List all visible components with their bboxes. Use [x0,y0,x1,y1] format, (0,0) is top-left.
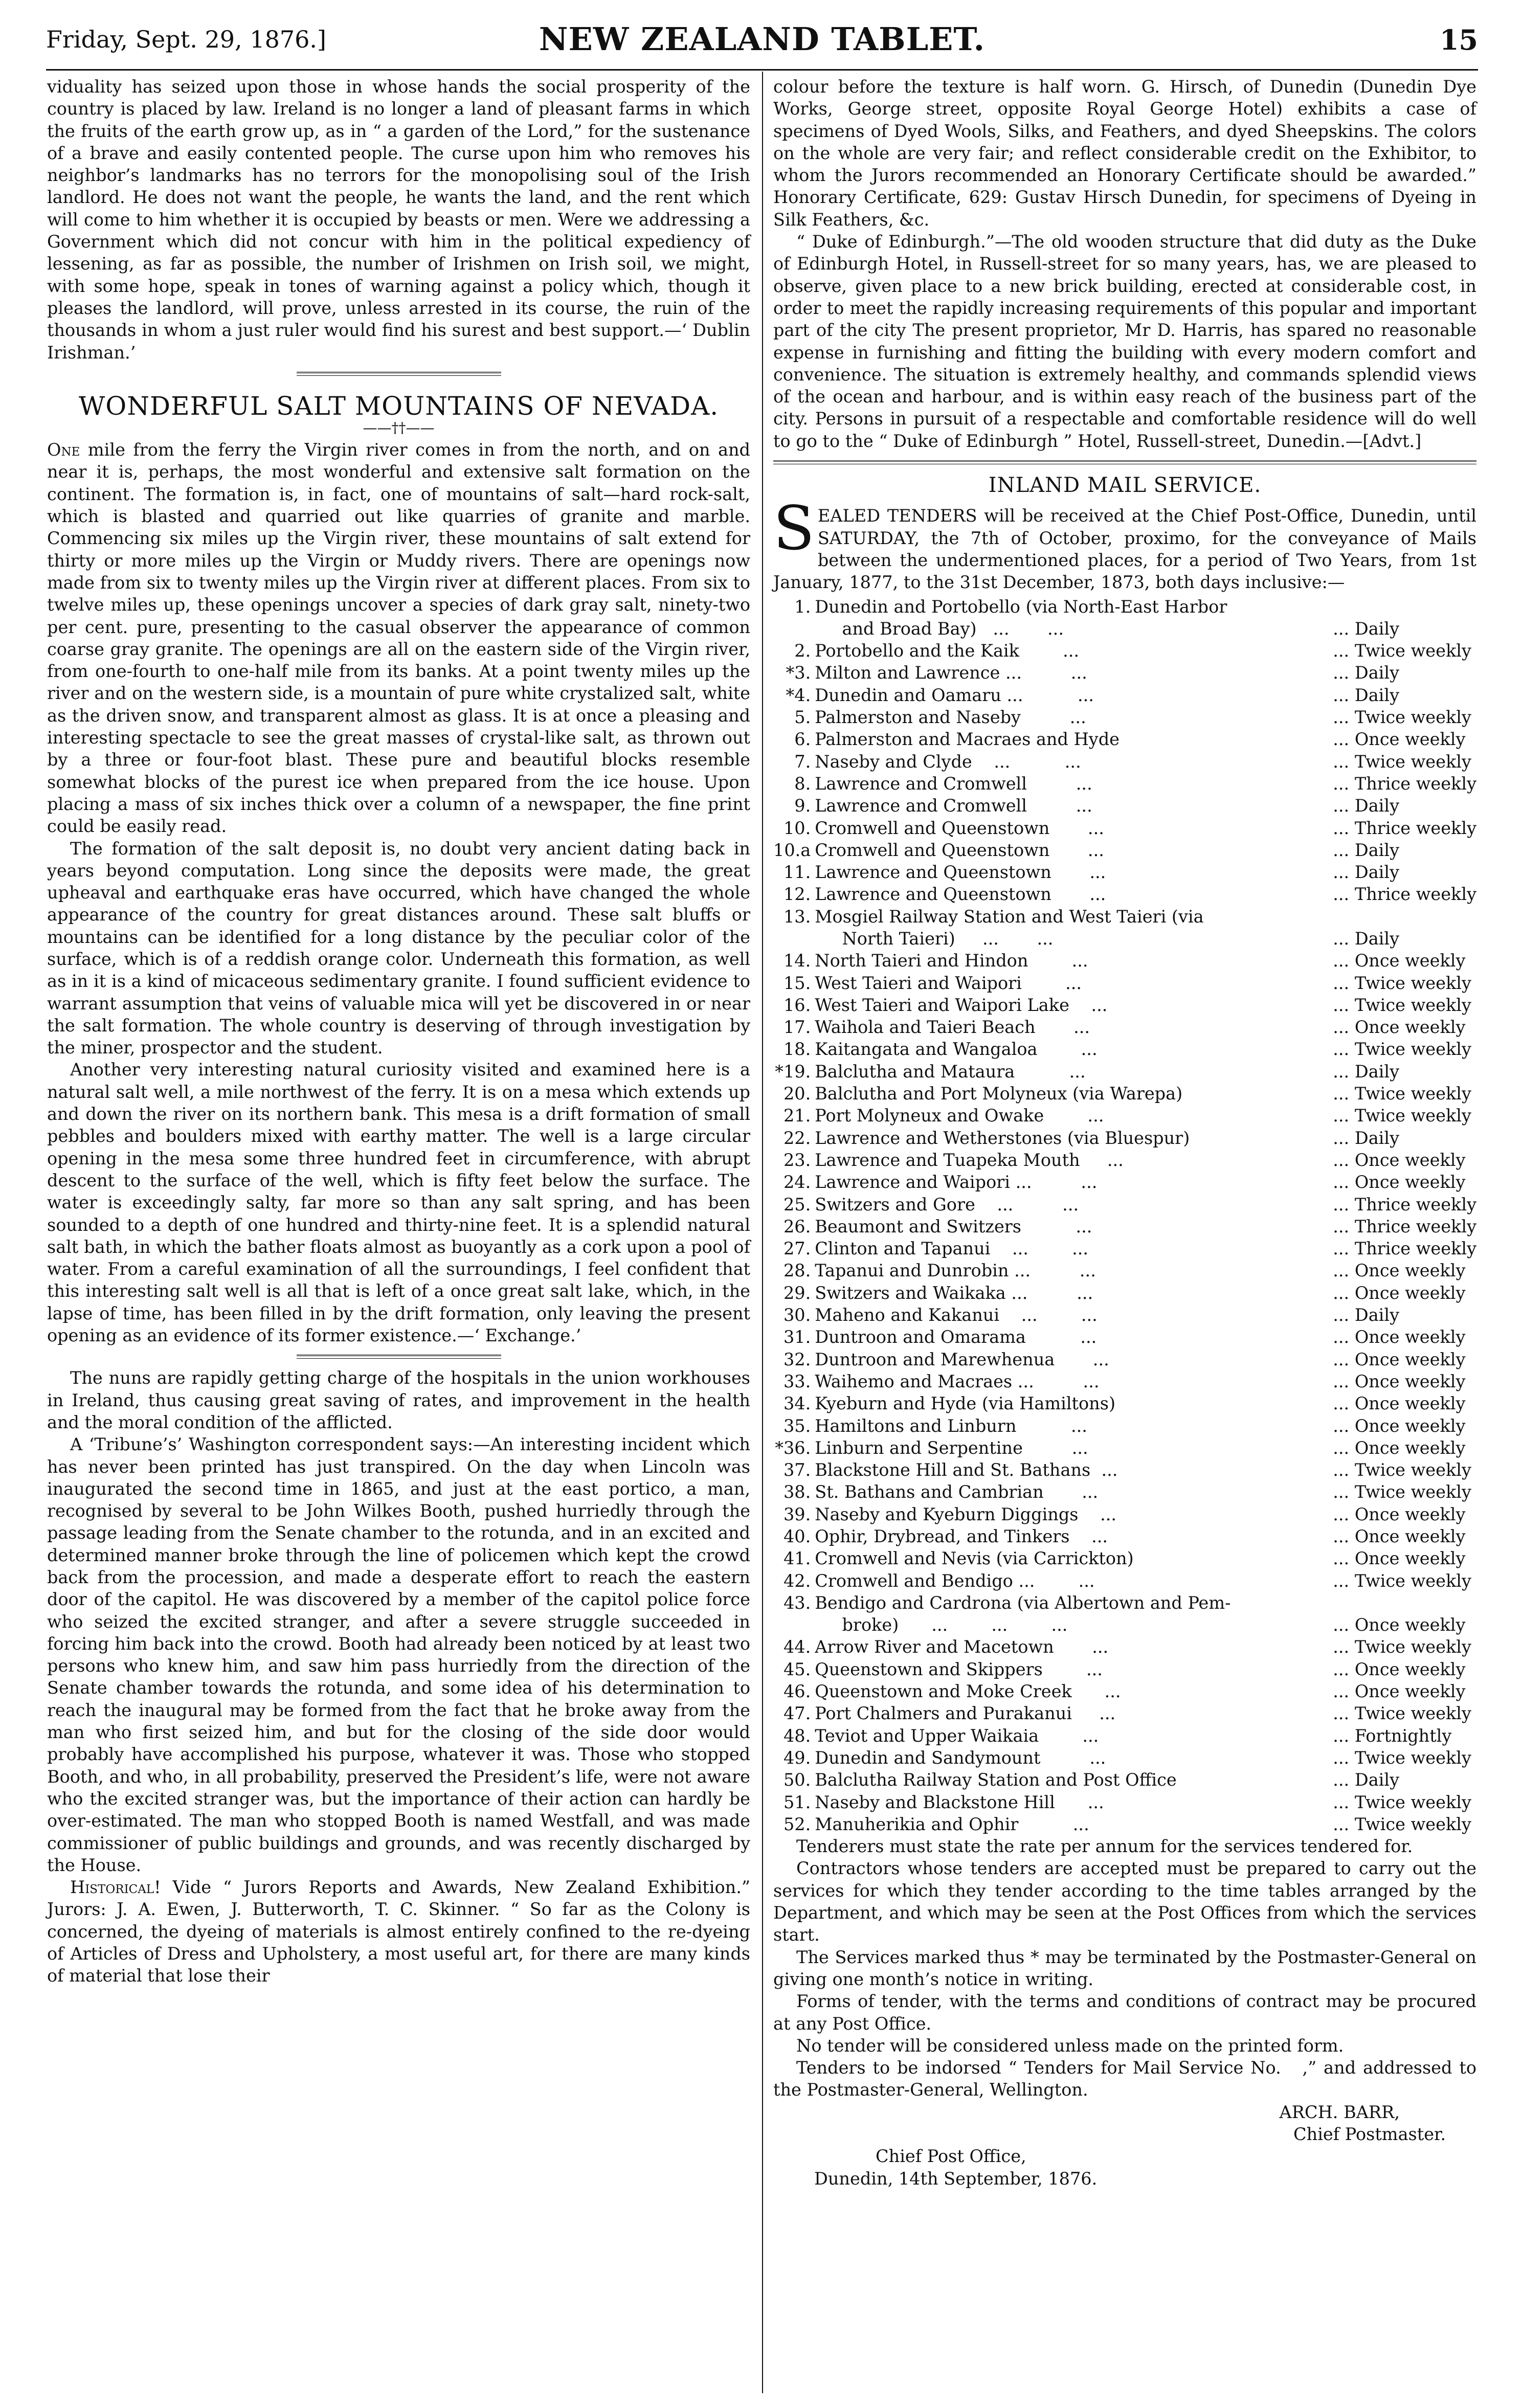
masthead-title: NEW ZEALAND TABLET. [539,20,986,58]
mail-routes-table [773,596,1476,1836]
route-frequency: ... Twice weekly [1333,1703,1471,1724]
mail-route-row [773,928,1476,950]
mail-route-row [773,1282,1476,1304]
mail-route-row [773,640,1476,662]
mail-route-row [773,1614,1476,1636]
mail-route-row [773,1105,1476,1127]
route-number: 35. [783,1415,811,1436]
route-number: 39. [783,1504,811,1524]
route-name: Cromwell and Queenstown ... [815,840,1104,860]
mail-intro [773,493,1476,593]
route-number: *19. [775,1061,811,1082]
route-frequency: ... Once weekly [1333,1393,1466,1414]
mail-route-row [773,706,1476,728]
mail-route-row [773,1725,1476,1747]
salt-mountains-heading: WONDERFUL SALT MOUNTAINS OF NEVADA. [78,391,719,421]
route-name: Switzers and Gore ... ... [815,1194,1079,1214]
mail-route-row [773,1171,1476,1193]
route-frequency: ... Twice weekly [1333,641,1471,661]
left-column [47,76,750,1987]
route-frequency [1333,596,1476,618]
route-name: broke) ... ... ... [815,1615,1068,1635]
route-name: Blackstone Hill and St. Bathans ... [815,1460,1118,1480]
column-divider [762,72,763,2393]
route-frequency: ... Daily [1333,840,1400,860]
route-number: 29. [783,1282,811,1303]
mail-route-row [773,773,1476,795]
route-frequency: ... Once weekly [1333,1017,1466,1038]
tender-note: No tender will be considered unless made on the printed form. [796,2035,1344,2056]
route-frequency: ... Daily [1333,1770,1400,1790]
route-frequency: ... Once weekly [1333,951,1466,971]
mail-route-row [773,1547,1476,1569]
route-name: Lawrence and Wetherstones (via Bluespur) [815,1128,1190,1148]
route-frequency: ... Once weekly [1333,1548,1466,1569]
route-number: 5. [794,707,811,728]
mail-route-row [773,1392,1476,1414]
mail-route-row [773,1149,1476,1171]
mail-route-row [773,1592,1476,1614]
route-frequency: ... Twice weekly [1333,1637,1471,1657]
route-number: 10.a [773,840,811,860]
route-frequency: ... Once weekly [1333,1172,1466,1192]
mail-route-row [773,751,1476,773]
route-frequency: ... Daily [1333,862,1400,883]
route-number: 7. [794,751,811,772]
route-frequency: ... Once weekly [1333,1261,1466,1281]
route-frequency: ... Daily [1333,1128,1400,1148]
route-name: Port Chalmers and Purakanui ... [815,1703,1116,1724]
route-number: 27. [783,1239,811,1259]
route-frequency: ... Once weekly [1333,1504,1466,1524]
right-column [773,76,1476,2190]
route-number: 43. [783,1592,811,1613]
route-number: 2. [794,641,811,661]
page-number: 15 [1439,24,1478,56]
route-frequency: ... Twice weekly [1333,1460,1471,1480]
section-rule [297,1355,501,1359]
route-number: *36. [775,1437,811,1458]
route-number: 16. [783,995,811,1015]
mail-route-row [773,1016,1476,1038]
route-name: Port Molyneux and Owake ... [815,1106,1104,1126]
mail-route-row [773,1702,1476,1724]
mail-route-row [773,684,1476,706]
route-name: Teviot and Upper Waikaia ... [815,1725,1099,1746]
route-frequency: ... Once weekly [1333,1526,1466,1546]
route-name: West Taieri and Waipori Lake ... [815,995,1108,1015]
route-frequency: ... Daily [1333,1305,1400,1325]
route-number: 38. [783,1482,811,1502]
route-name: North Taieri and Hindon ... [815,951,1088,971]
salt-paragraph-2: The formation of the salt deposit is, no doubt very ancient dating back in years beyond computation. Long since the deposits were made, the great upheaval and earthquake eras have occurred, which have changed the whole appearance of the country for great distances around. These salt bluffs or mountains can be identified for a long distance by the peculiar color of the surface, which is of a reddish orange color. Underneath this formation, as well as in it is a kind of micaceous sedimentary granite. I found sufficient evidence to warrant assumption that veins of valuable mica will yet be discovered in or near the salt formation. The whole country is deserving of through investigation by the miner, prospector and the student. [47,838,750,1058]
mail-route-row [773,1658,1476,1680]
route-name: Arrow River and Macetown ... [815,1637,1109,1657]
mail-route-row [773,1216,1476,1237]
route-frequency: ... Thrice weekly [1333,1194,1476,1214]
route-number [773,928,815,950]
route-name: Lawrence and Queenstown ... [815,884,1106,905]
route-number: 25. [783,1194,811,1214]
route-number: 48. [783,1725,811,1746]
heading-ornament: ——††—— [363,419,435,437]
route-frequency: ... Twice weekly [1333,1792,1471,1812]
route-number: 31. [783,1327,811,1347]
route-name: Naseby and Kyeburn Diggings ... [815,1504,1117,1524]
route-number: 40. [783,1526,811,1546]
route-name: Cromwell and Bendigo ... ... [815,1570,1095,1591]
mail-route-row [773,1459,1476,1481]
route-frequency: ... Daily [1333,1061,1400,1082]
route-frequency: ... Once weekly [1333,1327,1466,1347]
nuns-paragraph: The nuns are rapidly getting charge of the hospitals in the union workhouses in Ireland, thus causing great saving of rates, and improvement in the health and the moral condition of the afflicted. [47,1368,750,1432]
route-number: 52. [783,1814,811,1834]
route-name: Naseby and Blackstone Hill ... [815,1792,1104,1812]
route-name: Lawrence and Waipori ... ... [815,1172,1098,1192]
route-name: Kaitangata and Wangaloa ... [815,1039,1098,1060]
route-number: 22. [783,1128,811,1148]
route-frequency: ... Once weekly [1333,1437,1466,1458]
route-number: 1. [794,596,811,617]
mail-route-row [773,839,1476,861]
mail-route-row [773,994,1476,1016]
salt-lead-word: One [47,440,80,460]
mail-route-row [773,1791,1476,1813]
mail-route-row [773,618,1476,640]
route-frequency: ... Daily [1333,928,1400,949]
signatory-title: Chief Postmaster. [1293,2124,1446,2145]
route-name: Lawrence and Tuapeka Mouth ... [815,1150,1124,1170]
route-number: 12. [783,884,811,905]
mail-route-row [773,1194,1476,1216]
route-frequency: ... Once weekly [1333,1615,1466,1635]
route-number: *4. [786,685,811,705]
route-name: Cromwell and Queenstown ... [815,818,1104,838]
route-frequency [1333,1592,1476,1614]
route-name: Waihola and Taieri Beach ... [815,1017,1090,1038]
mail-intro-text: EALED TENDERS will be received at the Chief Post-Office, Dunedin, until SATURDAY, the 7th of October, proximo, for the conveyance of Mails between the undermentioned places, for a period of Two Years, from 1st January, 1877, to the 31st December, 1873, both days inclusive:— [773,506,1476,593]
route-frequency: ... Twice weekly [1333,751,1471,772]
route-number: 32. [783,1349,811,1369]
signatory-name: ARCH. BARR, [1279,2102,1400,2122]
route-number: 13. [783,906,811,927]
route-name: Cromwell and Nevis (via Carrickton) [815,1548,1134,1569]
route-name: Hamiltons and Linburn ... [815,1415,1087,1436]
tender-note: Contractors whose tenders are accepted must be prepared to carry out the services for which they tender according to the time tables arranged by the Department, and which may be seen at the Post Offices from which the services start. [773,1858,1476,1945]
salt-paragraph-1-text: mile from the ferry the Virgin river comes in from the north, and on and near it is, perhaps, the most wonderful and extensive salt formation on the continent. The formation is, in fact, one of mountains of salt—hard rock-salt, which is blasted and quarried out like quarries of granite and marble. Commencing six miles up the Virgin river, these mountains of salt extend for thirty or more miles up the Virgin or Muddy rivers. There are openings now made from six to twenty miles up the Virgin river at different places. From six to twelve miles up, these openings uncover a species of dark gray salt, ninety-two per cent. pure, presenting to the casual observer the appearance of common coarse gray granite. The openings are all on the eastern side of the Virgin river, from one-fourth to one-half mile from its banks. At a point twenty miles up the river and on the western side, is a mountain of pure white crystalized salt, white as the driven snow, and transparent almost as glass. It is at once a pleasing and interesting spectacle to see the great masses of crystal-like salt, as thrown out by a three or four-foot blast. These pure and beautiful blocks resemble somewhat blocks of the purest ice when prepared from the ice house. Upon placing a mass of six inches thick over a column of a newspaper, the fine print could be easily read. [47,440,750,837]
route-frequency: ... Twice weekly [1333,995,1471,1015]
mail-route-row [773,1437,1476,1459]
route-frequency: ... Once weekly [1333,729,1466,750]
route-number: 6. [794,729,811,750]
route-name: Milton and Lawrence ... ... [815,663,1087,683]
route-frequency: ... Once weekly [1333,1282,1466,1303]
section-rule [773,460,1476,464]
route-frequency: ... Once weekly [1333,1415,1466,1436]
route-frequency: ... Twice weekly [1333,1084,1471,1104]
route-frequency: ... Twice weekly [1333,1747,1471,1768]
route-frequency: ... Twice weekly [1333,707,1471,728]
inland-mail-heading: INLAND MAIL SERVICE. [988,474,1262,498]
mail-route-row [773,1326,1476,1348]
route-frequency: ... Once weekly [1333,1371,1466,1391]
route-name: Lawrence and Cromwell ... [815,796,1092,816]
route-number: 49. [783,1747,811,1768]
salt-paragraph-1 [47,439,750,837]
route-number: 30. [783,1305,811,1325]
route-frequency: ... Thrice weekly [1333,1216,1476,1236]
route-number: 41. [783,1548,811,1569]
tender-note: Tenderers must state the rate per annum for the services tendered for. [796,1836,1413,1857]
drop-cap: S [773,493,815,564]
route-name: Lawrence and Cromwell ... [815,773,1092,794]
route-name: Portobello and the Kaik ... [815,641,1080,661]
salt-paragraph-3: Another very interesting natural curiosity visited and examined here is a natural salt well, a mile northwest of the ferry. It is on a mesa which extends up and down the river on its northern bank. This mesa is a drift formation of small pebbles and boulders mixed with earthy matter. The well is a large circular opening in the mesa some three hundred feet in circumference, with abrupt descent to the surface of the well, which is fifty feet below the surface. The water is exceedingly salty, far more so than any salt spring, and has been sounded to a depth of one hundred and thirty-nine feet. It is a splendid natural salt bath, in which the bather floats almost as buoyantly as a cork upon a pool of water. From a careful examination of all the surroundings, I feel confident that this interesting salt well is all that is left of a once great salt lake, which, in the lapse of time, has been filled in by the drift formation, only leaving the present opening as an evidence of its former existence.—‘ Exchange.’ [47,1060,750,1346]
mail-route-row [773,596,1476,618]
route-name: Palmerston and Naseby ... [815,707,1086,728]
duke-of-edinburgh-advert: “ Duke of Edinburgh.”—The old wooden structure that did duty as the Duke of Edinburgh Hotel, in Russell-street for so many years, has, we are pleased to observe, given place to a new brick building, erected at considerable cost, in order to meet the rapidly increasing requirements of this popular and important part of the city The present proprietor, Mr D. Harris, has spared no reasonable expense in furnishing and fitting the building with every modern comfort and convenience. The situation is extremely healthy, and commands splendid views of the ocean and harbour, and is within easy reach of the business part of the city. Persons in pursuit of a respectable and comfortable residence will do well to go to the “ Duke of Edinburgh ” Hotel, Russell-street, Dunedin.—[Advt.] [773,232,1476,451]
route-number: 8. [794,773,811,794]
dyeing-continuation: colour before the texture is half worn. G. Hirsch, of Dunedin (Dunedin Dye Works, George street, opposite Royal George Hotel) exhibits a case of specimens of Dyed Wools, Silks, and Feathers, and dyed Sheepskins. The colors on the whole are very fair; and reflect considerable credit on the Exhibitor, to whom the Jurors recommended an Honorary Certificate should be awarded.” Honorary Certificate, 629: Gustav Hirsch Dunedin, for specimens of Dyeing in Silk Feathers, &c. [773,77,1476,230]
route-name: Mosgiel Railway Station and West Taieri (via [815,906,1204,927]
route-number: 34. [783,1393,811,1414]
route-number: 51. [783,1792,811,1812]
route-frequency: ... Daily [1333,685,1400,705]
tender-note: Forms of tender, with the terms and conditions of contract may be procured at any Post Office. [773,1991,1476,2034]
historical-lead-word: Historical! [70,1877,161,1898]
route-name: Bendigo and Cardrona (via Albertown and Pem- [815,1592,1231,1613]
route-frequency: ... Thrice weekly [1333,773,1476,794]
tender-notes [773,1835,1476,2101]
route-name: Ophir, Drybread, and Tinkers ... [815,1526,1108,1546]
route-name: Kyeburn and Hyde (via Hamiltons) [815,1393,1116,1414]
route-name: Tapanui and Dunrobin ... ... [815,1261,1096,1281]
mail-route-row [773,1304,1476,1326]
mail-route-row [773,1503,1476,1525]
route-frequency: ... Twice weekly [1333,1482,1471,1502]
mail-route-row [773,906,1476,928]
route-frequency: ... Twice weekly [1333,973,1471,993]
route-name: Manuherikia and Ophir ... [815,1814,1089,1834]
route-frequency: ... Twice weekly [1333,1106,1471,1126]
historical-paragraph [47,1876,750,1987]
historical-paragraph-text: Vide “ Jurors Reports and Awards, New Zealand Exhibition.” Jurors: J. A. Ewen, J. Butterworth, T. C. Skinner. “ So far as the Colony is concerned, the dyeing of materials is almost entirely confined to the re-dyeing of Articles of Dress and Upholstery, a most useful art, for there are many kinds of material that lose their [47,1877,750,1986]
route-number: 24. [783,1172,811,1192]
mail-route-row [773,1237,1476,1259]
signature-place: Chief Post Office, [876,2146,1026,2167]
route-name: Linburn and Serpentine ... [815,1437,1088,1458]
route-frequency: ... Once weekly [1333,1349,1466,1369]
route-number [773,618,815,640]
booth-paragraph: A ‘Tribune’s’ Washington correspondent says:—An interesting incident which has never been printed has just transpired. On the day when Lincoln was inaugurated the second time in 1865, and just at the east portico, a man, recognised by several to be John Wilkes Booth, pushed hurriedly through the passage leading from the Senate chamber to the rotunda, and in an excited and determined manner broke through the line of policemen which kept the crowd back from the procession, and made a desperate effort to reach the eastern door of the capitol. He was discovered by a member of the capitol police force who seized the excited stranger, and after a severe struggle succeeded in forcing him back into the crowd. Booth had already been noticed by at least two persons who knew him, and saw him pass hurriedly from the direction of the Senate chamber towards the rotunda, and some idea of his determination to reach the inaugural may be formed from the fact that he broke away from the man who first seized him, and but for the closing of the side door would probably have accomplished his purpose, whatever it was. Those who stopped Booth, and who, in all probability, preserved the President’s life, were not aware who the excited stranger was, but the importance of their action can hardly be over-estimated. The man who stopped Booth is named Westfall, and was made commissioner of public buildings and grounds, and was recently discharged by the House. [47,1434,750,1875]
route-frequency: ... Twice weekly [1333,1570,1471,1591]
route-name: Queenstown and Skippers ... [815,1659,1103,1679]
route-name: Dunedin and Oamaru ... ... [815,685,1094,705]
route-number: 17. [783,1017,811,1038]
route-name: West Taieri and Waipori ... [815,973,1082,993]
header-rule [46,69,1478,71]
route-frequency [1333,906,1476,928]
route-number: 18. [783,1039,811,1060]
mail-route-row [773,1370,1476,1392]
route-name: Duntroon and Omarama ... [815,1327,1097,1347]
route-number: 23. [783,1150,811,1170]
mail-route-row [773,1570,1476,1592]
route-number: 15. [783,973,811,993]
route-frequency: ... Thrice weekly [1333,818,1476,838]
mail-route-row [773,1747,1476,1769]
route-frequency: ... Daily [1333,618,1400,639]
route-name: Naseby and Clyde ... ... [815,751,1081,772]
page-header [46,20,1478,69]
route-frequency: ... Once weekly [1333,1150,1466,1170]
route-name: and Broad Bay) ... ... [815,618,1064,639]
route-number: 11. [783,862,811,883]
route-frequency: ... Fortnightly [1333,1725,1452,1746]
section-rule [297,372,501,376]
mail-route-row [773,1348,1476,1370]
mail-route-row [773,728,1476,750]
route-number: 50. [783,1770,811,1790]
route-frequency: ... Thrice weekly [1333,884,1476,905]
route-name: St. Bathans and Cambrian ... [815,1482,1099,1502]
route-name: Dunedin and Sandymount ... [815,1747,1106,1768]
route-number: 20. [783,1084,811,1104]
route-number: 47. [783,1703,811,1724]
route-name: Palmerston and Macraes and Hyde [815,729,1120,750]
mail-route-row [773,662,1476,684]
mail-route-row [773,817,1476,839]
mail-route-row [773,1525,1476,1547]
route-name: North Taieri) ... ... [815,928,1054,949]
route-name: Beaumont and Switzers ... [815,1216,1092,1236]
route-name: Dunedin and Portobello (via North-East Harbor [815,596,1227,617]
route-name: Maheno and Kakanui ... ... [815,1305,1098,1325]
mail-route-row [773,1481,1476,1503]
tender-note: The Services marked thus * may be terminated by the Postmaster-General on giving one month’s notice in writing. [773,1947,1476,1989]
route-frequency: ... Thrice weekly [1333,1239,1476,1259]
issue-date: Friday, Sept. 29, 1876.] [46,26,326,53]
mail-route-row [773,1769,1476,1791]
route-name: Duntroon and Marewhenua ... [815,1349,1109,1369]
route-number: 42. [783,1570,811,1591]
route-frequency: ... Once weekly [1333,1681,1466,1702]
route-frequency: ... Daily [1333,663,1400,683]
route-name: Waihemo and Macraes ... ... [815,1371,1100,1391]
route-name: Balclutha Railway Station and Post Office [815,1770,1177,1790]
mail-route-row [773,950,1476,972]
mail-route-row [773,1083,1476,1105]
route-frequency: ... Twice weekly [1333,1814,1471,1834]
irish-article-end: viduality has seized upon those in whose hands the social prosperity of the country is placed by law. Ireland is no longer a land of pleasant farms in which the fruits of the earth grow up, as in “ a garden of the Lord,” for the sustenance of a brave and easily contented people. The curse upon him who removes his neighbor’s landmarks has no terrors for the monopolising soul of the Irish landlord. He does not want the people, he wants the land, and the rent which will come to him whether it is occupied by beasts or men. Were we addressing a Government which did not concur with him in the political expediency of lessening, as far as possible, the number of Irishmen on Irish soil, we might, with some hope, speak in tones of warning against a policy which, though it pleases the landlord, will prove, unless arrested in its course, the ruin of the thousands in whom a just ruler would find his surest and best support.—‘ Dublin Irishman.’ [47,77,750,363]
route-number: 9. [794,796,811,816]
route-number: 28. [783,1261,811,1281]
mail-route-row [773,1680,1476,1702]
route-frequency: ... Twice weekly [1333,1039,1471,1060]
mail-route-row [773,795,1476,817]
route-number [773,1614,815,1636]
route-frequency: ... Once weekly [1333,1659,1466,1679]
route-number: 46. [783,1681,811,1702]
route-number: 44. [783,1637,811,1657]
mail-route-row [773,1636,1476,1658]
route-number: 45. [783,1659,811,1679]
route-name: Balclutha and Mataura ... [815,1061,1086,1082]
mail-route-row [773,1038,1476,1060]
mail-route-row [773,1415,1476,1437]
mail-route-row [773,861,1476,883]
mail-route-row [773,883,1476,905]
route-number: 26. [783,1216,811,1236]
route-number: 37. [783,1460,811,1480]
mail-route-row [773,972,1476,994]
route-name: Balclutha and Port Molyneux (via Warepa) [815,1084,1183,1104]
route-number: 10. [783,818,811,838]
mail-route-row [773,1061,1476,1083]
route-number: *3. [786,663,811,683]
route-frequency: ... Daily [1333,796,1400,816]
route-number: 14. [783,951,811,971]
mail-route-row [773,1813,1476,1835]
route-name: Queenstown and Moke Creek ... [815,1681,1121,1702]
route-number: 21. [783,1106,811,1126]
mail-route-row [773,1259,1476,1281]
signature-date: Dunedin, 14th September, 1876. [814,2168,1098,2189]
route-name: Clinton and Tapanui ... ... [815,1239,1089,1259]
tender-note: Tenders to be indorsed “ Tenders for Mail Service No. ,” and addressed to the Postmaster-General, Wellington. [773,2058,1476,2100]
route-number: 33. [783,1371,811,1391]
mail-route-row [773,1127,1476,1149]
route-name: Lawrence and Queenstown ... [815,862,1106,883]
route-name: Switzers and Waikaka ... ... [815,1282,1093,1303]
